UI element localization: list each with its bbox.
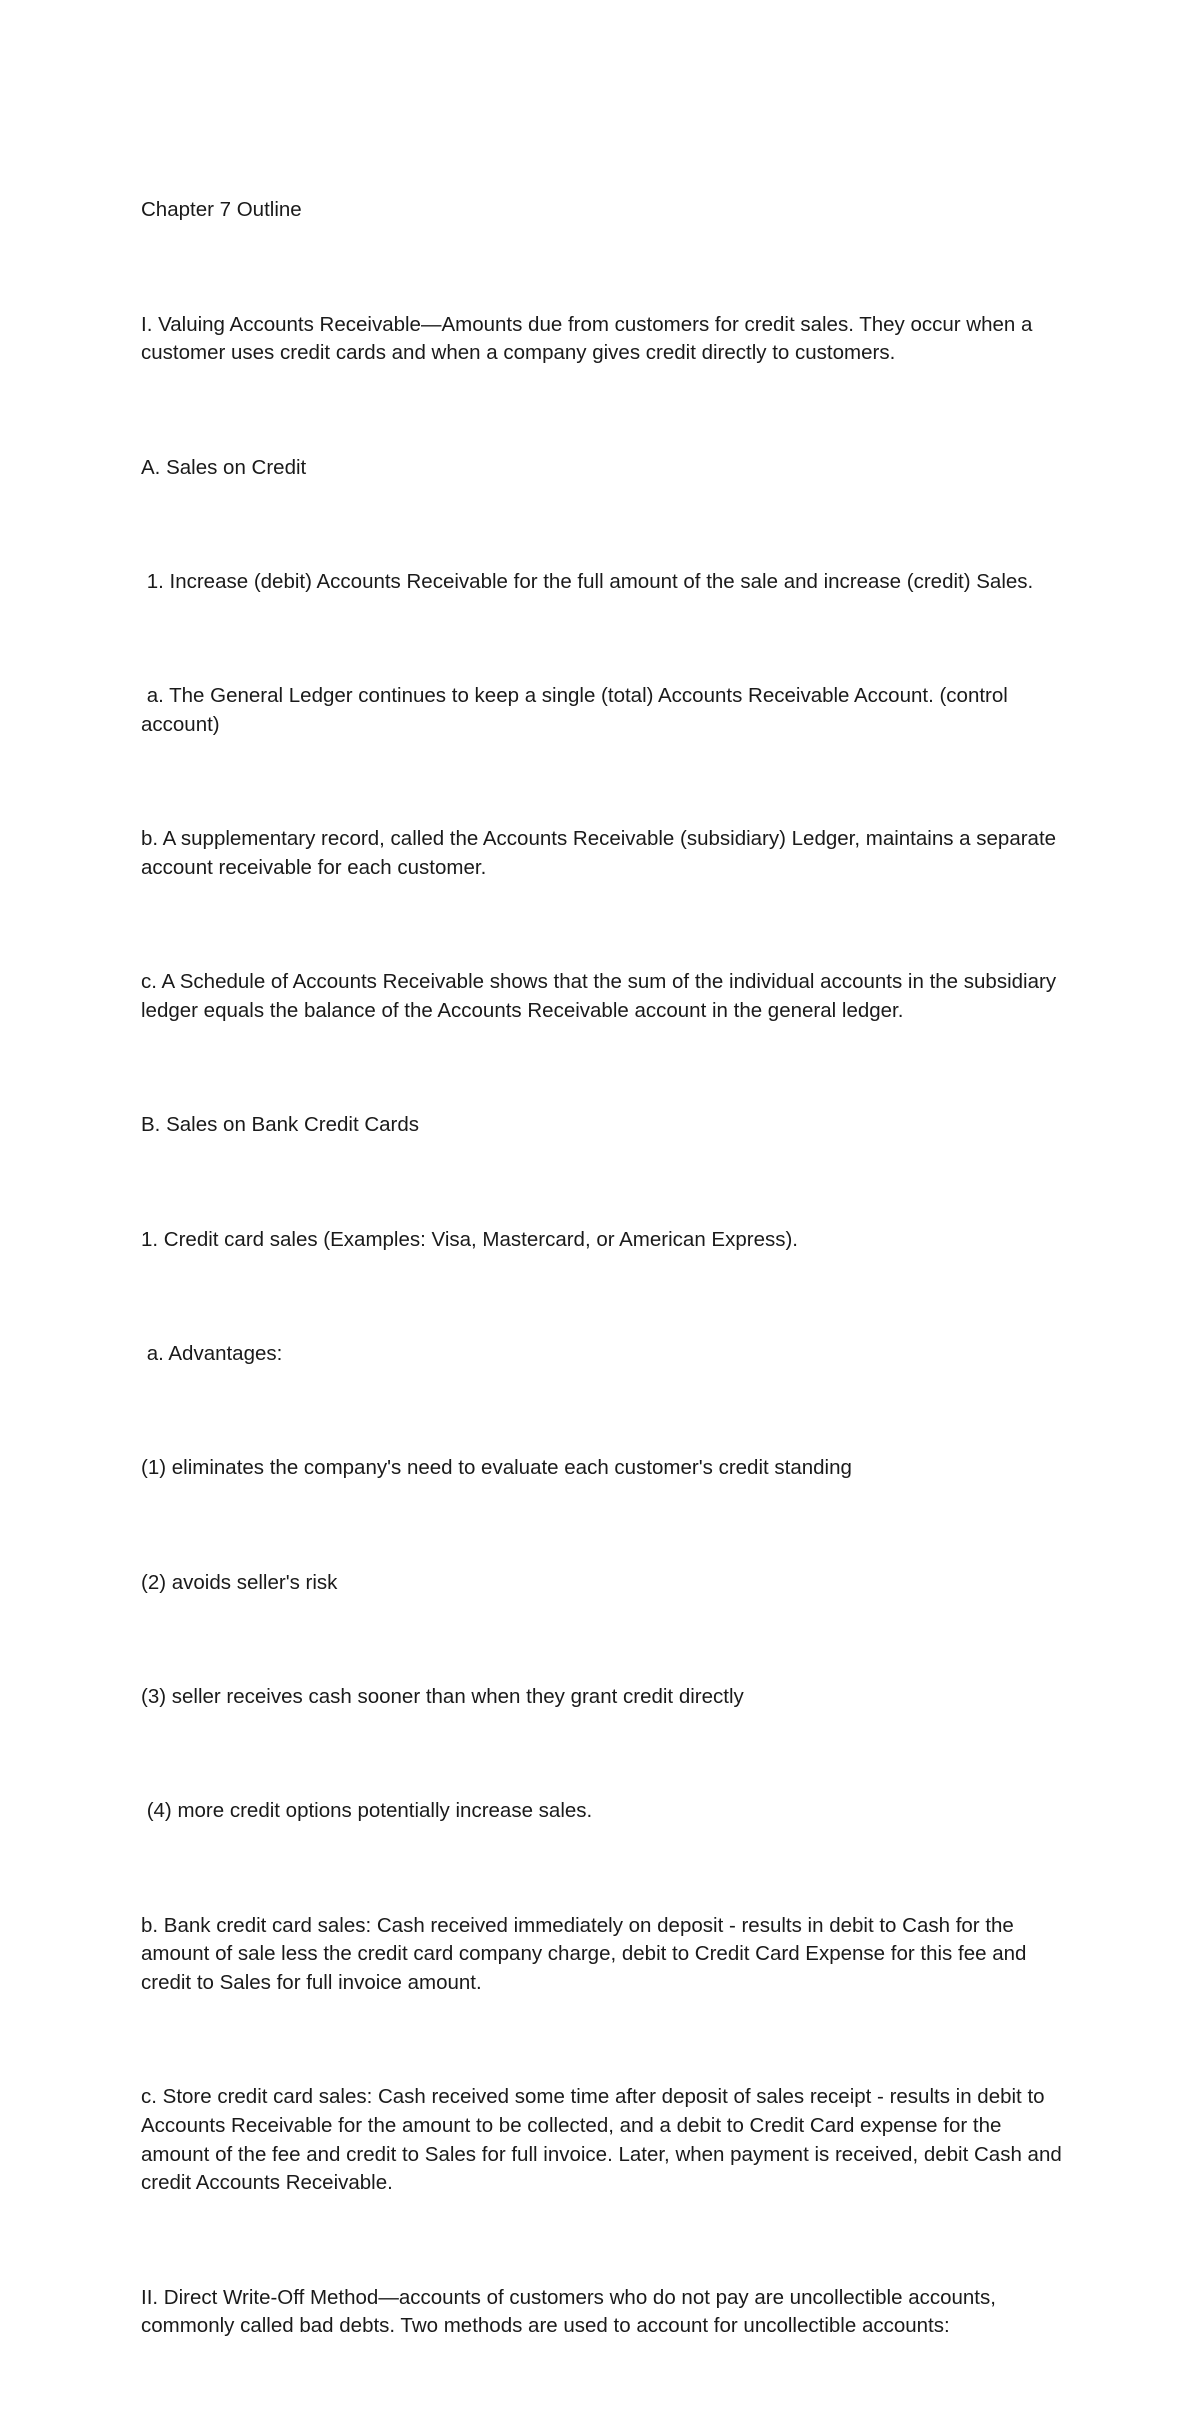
paragraph-credit-card-sales: 1. Credit card sales (Examples: Visa, Mastercard, or American Express). — [141, 1227, 798, 1251]
list-item-advantage-3: (3) seller receives cash sooner than when they grant credit directly — [141, 1685, 744, 1709]
paragraph-direct-write-off-method: II. Direct Write-Off Method—accounts of customers who do not pay are uncollectible accounts, commonly called bad debts. Two methods are used to account for uncollectible accounts: — [141, 2285, 1002, 2338]
paragraph-bank-credit-card-sales: b. Bank credit card sales: Cash received immediately on deposit - results in debit to Cash for the amount of sale less the credit card company charge, debit to Credit Card Expense for this fee and credit to Sales for full invoice amount. — [141, 1913, 1033, 1994]
list-item-advantage-4: (4) more credit options potentially increase sales. — [141, 1799, 593, 1823]
paragraph-general-ledger: a. The General Ledger continues to keep a single (total) Accounts Receivable Account. (control account) — [141, 684, 1014, 736]
document-title: Chapter 7 Outline — [141, 198, 302, 222]
heading-sales-on-credit: A. Sales on Credit — [141, 455, 307, 479]
heading-sales-on-bank-credit-cards: B. Sales on Bank Credit Cards — [141, 1113, 420, 1137]
paragraph-increase-debit: 1. Increase (debit) Accounts Receivable for the full amount of the sale and increase (credit) Sales. — [141, 569, 1034, 593]
paragraph-store-credit-card-sales: c. Store credit card sales: Cash received some time after deposit of sales receipt - results in debit to Accounts Receivable for the amount to be collected, and a debit to Credit Card expense for the amount of the fee and credit to Sales for full invoice. Later, when payment is received, debit Cash and credit Accounts Receivable. — [141, 2085, 1068, 2195]
document-body — [141, 139, 1071, 2427]
paragraph-valuing-accounts-receivable: I. Valuing Accounts Receivable—Amounts due from customers for credit sales. They occur when a customer uses credit cards and when a company gives credit directly to customers. — [141, 312, 1039, 365]
paragraph-advantages: a. Advantages: — [141, 1341, 283, 1365]
list-item-advantage-1: (1) eliminates the company's need to evaluate each customer's credit standing — [141, 1456, 852, 1480]
list-item-advantage-2: (2) avoids seller's risk — [141, 1570, 338, 1594]
paragraph-schedule-of-receivables: c. A Schedule of Accounts Receivable shows that the sum of the individual accounts in the subsidiary ledger equals the balance of the Accounts Receivable account in the general ledger. — [141, 970, 1062, 1022]
paragraph-subsidiary-ledger: b. A supplementary record, called the Accounts Receivable (subsidiary) Ledger, maintains a separate account receivable for each customer. — [141, 827, 1062, 879]
